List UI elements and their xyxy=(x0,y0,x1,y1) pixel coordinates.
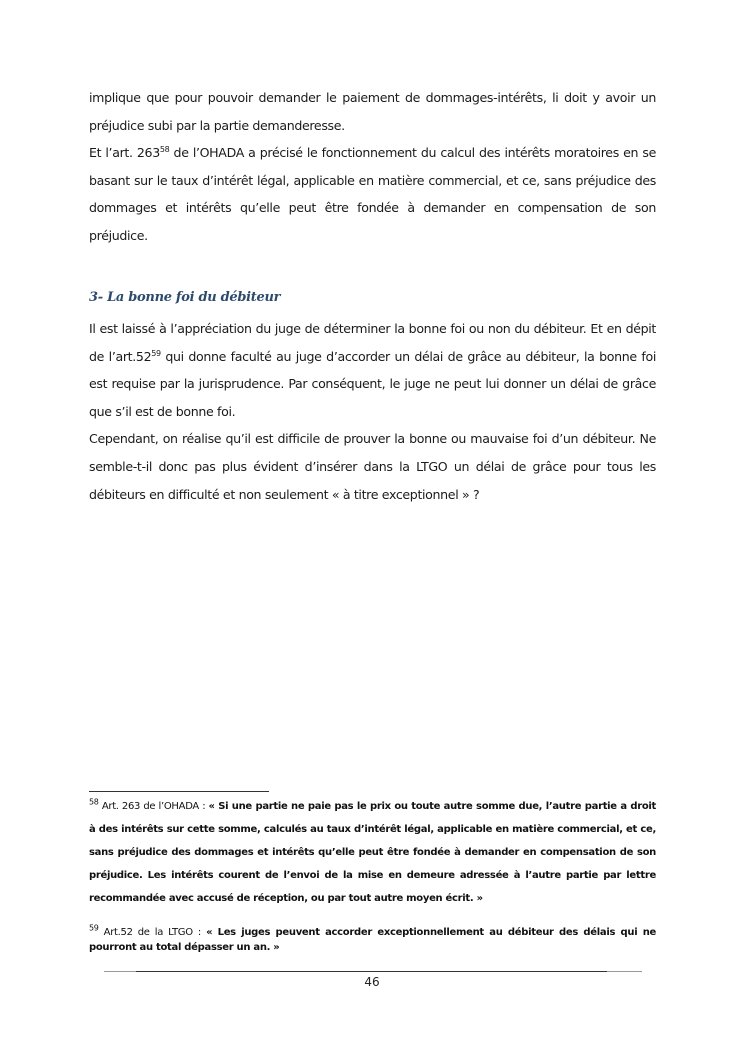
section-heading: 3- La bonne foi du débiteur xyxy=(89,290,281,305)
footnote-quote: « Les juges peuvent accorder exceptionnellement au débiteur des délais qui ne pourront au total dépasser un an. » xyxy=(89,927,657,953)
footnote-source: Art.52 de la LTGO : xyxy=(98,927,207,938)
page-number: 46 xyxy=(364,975,380,989)
footnote-ref-58[interactable]: 58 xyxy=(159,145,170,154)
paragraph-text: Cependant, on réalise qu’il est difficile de prouver la bonne ou mauvaise foi d’un débiteur. Ne semble-t-il donc pas plus évident d’insérer dans la LTGO un délai de grâce pour tous les débiteurs en difficulté et non seulement « à titre exceptionnel » ? xyxy=(89,431,656,502)
footnote-number: 59 xyxy=(89,923,99,933)
footnote-source: Art. 263 de l’OHADA : xyxy=(98,801,209,812)
paragraph-good-faith xyxy=(89,315,656,508)
paragraph-text: de l’OHADA a précisé le fonctionnement du calcul des intérêts moratoires en se basant sur le taux d’intérêt légal, applicable en matière commercial, et ce, sans préjudice des dommages et intérêts qu’elle peut être fondée à demander en compensation de son préjudice. xyxy=(89,145,656,243)
footnote-ref-59[interactable]: 59 xyxy=(151,348,161,358)
footer-divider-center xyxy=(136,971,607,972)
paragraph-damages xyxy=(89,84,656,250)
footnote-58 xyxy=(89,795,656,910)
paragraph-line-group xyxy=(89,84,656,139)
footnote-quote: « Si une partie ne paie pas le prix ou toute autre somme due, l’autre partie a droit à des intérêts sur cette somme, calculés au taux d’intérêt légal, applicable en matière commercial, et ce, sans préjudice des dommages et intérêts qu’elle peut être fondée à demander en compensation de son préjudice. Les intérêts courent de l’envoi de la mise en demeure adressée à l’autre partie par lettre recommandée avec accusé de réception, ou par tout autre moyen écrit. » xyxy=(89,801,657,904)
paragraph-line-group xyxy=(89,425,656,508)
footnote-59 xyxy=(89,925,656,955)
paragraph-text: qui donne faculté au juge d’accorder un délai de grâce au débiteur, la bonne foi est requise par la jurisprudence. Par conséquent, le juge ne peut lui donner un délai de grâce que s’il est de bonne foi. xyxy=(89,348,656,419)
paragraph-text: Il est laissé à l’appréciation du juge de déterminer la bonne foi ou non du débiteur. Et en dépit de l’art.52 xyxy=(89,321,656,364)
footnote-number: 58 xyxy=(89,797,99,807)
paragraph-text: Et l’art. 263 xyxy=(89,145,160,161)
paragraph-text: implique que pour pouvoir demander le paiement de dommages-intérêts, li doit y avoir un préjudice subi par la partie demanderesse. xyxy=(89,90,656,133)
paragraph-line-group xyxy=(89,315,656,425)
footnote-separator xyxy=(89,791,269,792)
paragraph-line-group xyxy=(89,139,656,249)
